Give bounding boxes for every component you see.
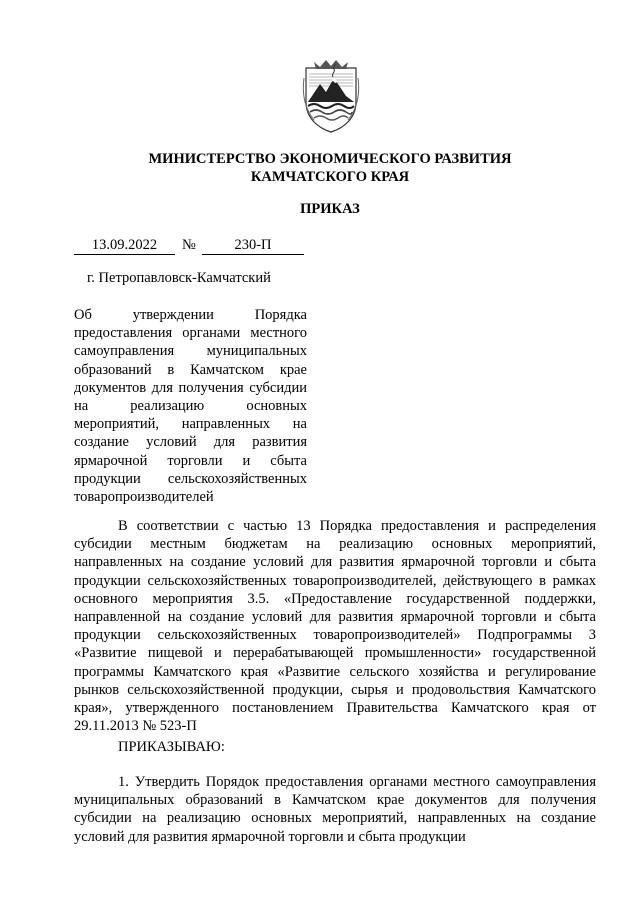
number-sign: № [182, 237, 196, 253]
document-number: 230-П [202, 236, 304, 255]
order-item-1: 1. Утвердить Порядок предоставления органами местного самоуправления муниципальных образований в Камчатском крае документов для получения субсидии на реализацию основных мероприятий, направленных на создание условий для развития ярмарочной торговли и сбыта продукции [74, 774, 596, 845]
coat-of-arms-emblem [300, 58, 362, 134]
document-date: 13.09.2022 [74, 236, 175, 255]
ministry-title-line2: КАМЧАТСКОГО КРАЯ [250, 169, 410, 185]
ministry-title-line1: МИНИСТЕРСТВО ЭКОНОМИЧЕСКОГО РАЗВИТИЯ [148, 151, 512, 167]
ministry-title [60, 150, 600, 186]
city-line: г. Петропавловск-Камчатский [87, 270, 271, 286]
preamble-paragraph: В соответствии с частью 13 Порядка предоставления и распределения субсидии местным бюджетам на реализацию основных мероприятий, направленных на создание условий для развития ярмарочной торговли и сбыта продукции сельскохозяйственных товаропроизводителей, действующего в рамках основного мероприятия 3.5. «Предоставление государственной поддержки, направленной на создание условий для развития ярмарочной торговли и сбыта продукции сельскохозяйственных товаропроизводителей» Подпрограммы 3 «Развитие пищевой и перерабатывающей промышленности» государственной программы Камчатского края «Развитие сельского хозяйства и регулирование рынков сельскохозяйственной продукции, сырья и продовольствия Камчатского края», утвержденного постановлением Правительства Камчатского края от 29.11.2013 № 523-П [74, 518, 596, 735]
subject-block: Об утверждении Порядка предоставления органами местного самоуправления муниципальных образований в Камчатском крае документов для получения субсидии на реализацию основных мероприятий, направленных на создание условий для развития ярмарочной торговли и сбыта продукции сельскохозяйственных товаропроизводителей [74, 307, 307, 506]
order-word: ПРИКАЗЫВАЮ: [118, 739, 225, 755]
document-type: ПРИКАЗ [300, 201, 360, 217]
date-number-row [74, 236, 314, 256]
